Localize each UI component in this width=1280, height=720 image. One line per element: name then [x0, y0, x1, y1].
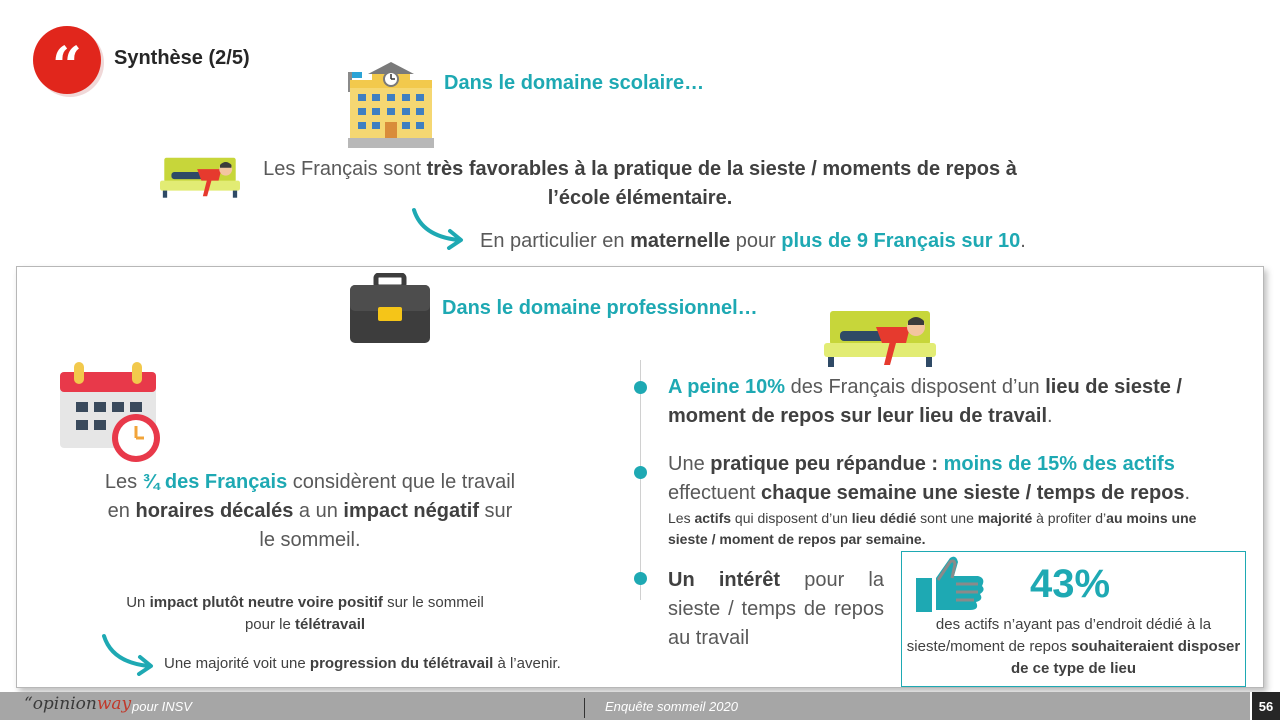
finding-interest: Un intérêt pour la sieste / temps de repos au travail [668, 569, 885, 649]
footer-client: pour INSV [132, 699, 192, 714]
professional-heading: Dans le domaine professionnel… [442, 297, 758, 319]
shift-work-finding: Les ¾ des Français considèrent que le travail en horaires décalés a un impact négatif sur le sommeil. [104, 471, 516, 551]
thumbs-up-icon [916, 554, 986, 612]
finding-rest-place: A peine 10% des Français disposent d’un lieu de sieste / moment de repos sur leur lieu de travail. [668, 376, 1182, 427]
stat-description: des actifs n’ayant pas d’endroit dédié à la sieste/moment de repos souhaiteraient disposer de ce type de lieu [906, 616, 1241, 677]
timeline-dot [634, 572, 647, 585]
school-building-icon [348, 62, 434, 148]
sleeping-person-icon [160, 152, 240, 202]
finding-weekly-nap: Une pratique peu répandue : moins de 15% des actifs effectuent chaque semaine une sieste / temps de repos. [668, 453, 1191, 504]
school-detail: En particulier en maternelle pour plus de 9 Français sur 10. [480, 230, 1026, 252]
page-number: 56 [1250, 692, 1280, 720]
timeline-dot [634, 381, 647, 394]
finding-weekly-nap-detail: Les actifs qui disposent d’un lieu dédié sont une majorité à profiter d’au moins une sieste / moment de repos par semaine. [668, 510, 1197, 547]
footer-study-name: Enquête sommeil 2020 [605, 699, 738, 714]
curved-arrow-icon [408, 206, 468, 250]
curved-arrow-icon [98, 632, 158, 676]
timeline-dot [634, 466, 647, 479]
quote-marks-icon: “ [52, 36, 82, 97]
calendar-clock-icon [60, 360, 166, 466]
timeline-line [640, 360, 641, 600]
school-finding: Les Français sont très favorables à la pratique de la sieste / moments de repos à l’école élémentaire. [263, 158, 1017, 209]
opinionway-logo: “opinionway [24, 694, 132, 714]
school-heading: Dans le domaine scolaire… [444, 72, 705, 94]
telework-finding: Un impact plutôt neutre voire positif sur le sommeil pour le télétravail [126, 594, 484, 633]
briefcase-icon [350, 273, 430, 343]
telework-detail: Une majorité voit une progression du télétravail à l’avenir. [164, 655, 561, 672]
slide-title: Synthèse (2/5) [114, 47, 250, 69]
quote-badge [33, 26, 101, 97]
footer-separator [584, 698, 585, 718]
sleeping-person-icon-large [824, 305, 936, 371]
stat-value: 43% [1030, 562, 1111, 606]
